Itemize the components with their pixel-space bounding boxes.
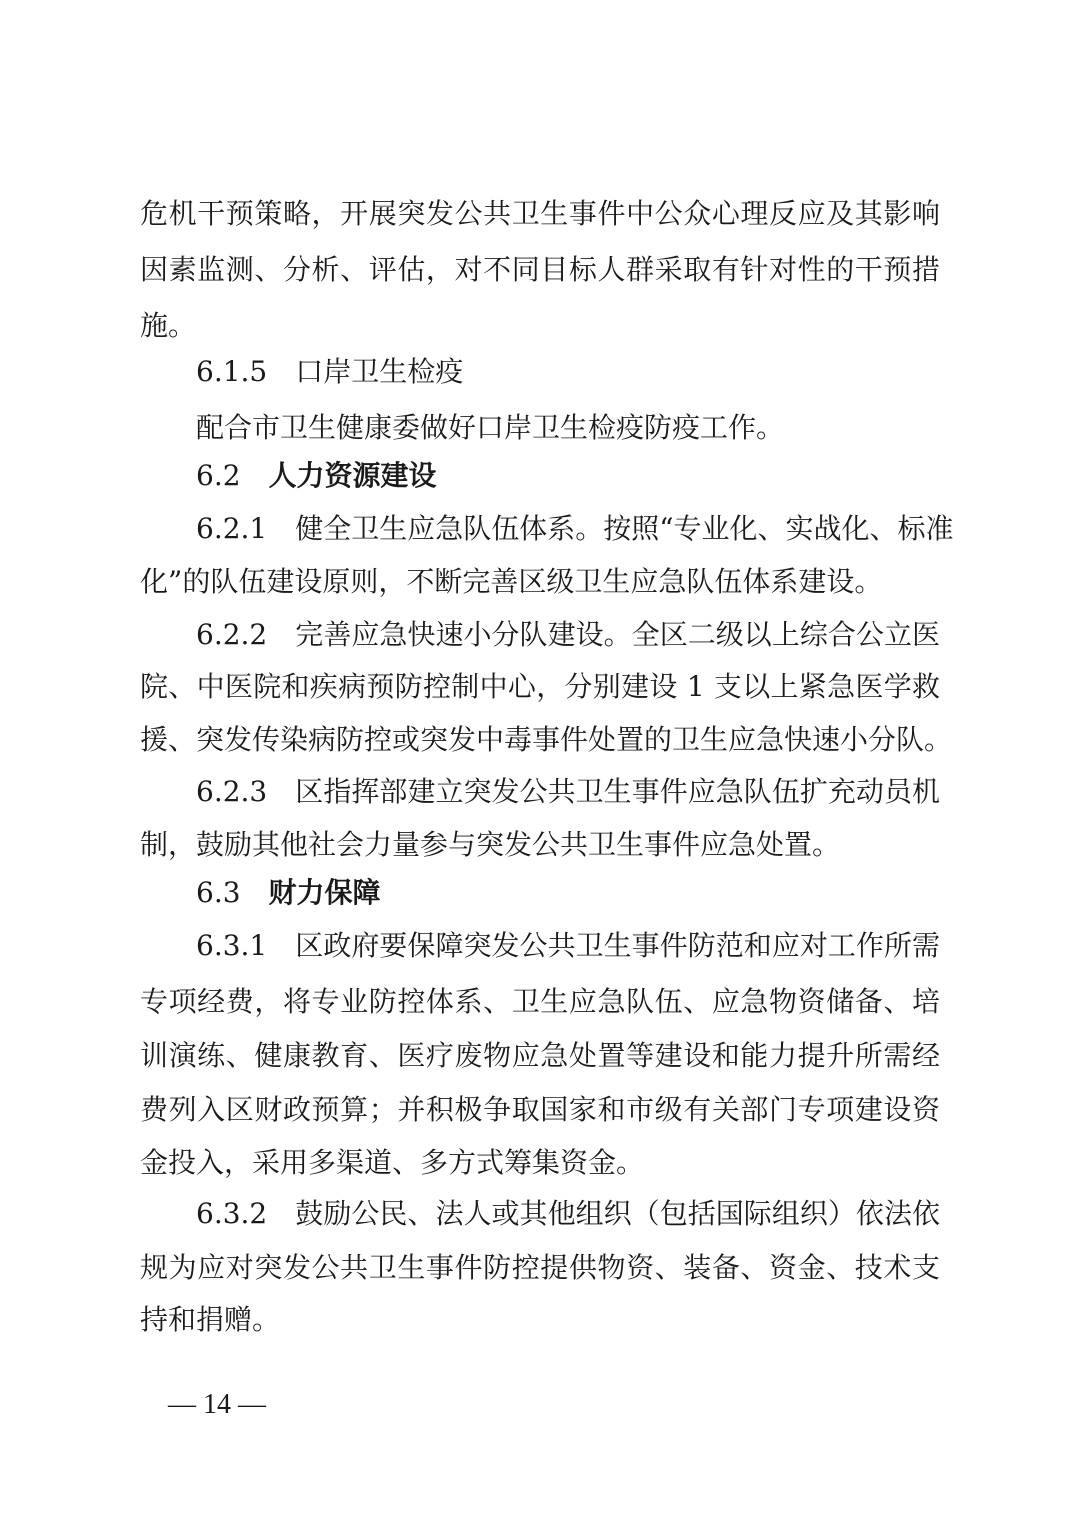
section-title: 人力资源建设 [268, 459, 437, 492]
paragraph-line: 费列入区财政预算；并积极争取国家和市级有关部门专项建设资 [140, 1093, 940, 1126]
paragraph-line: 6.3.1 区政府要保障突发公共卫生事件防范和应对工作所需 [196, 929, 940, 962]
section-number: 6.3 [196, 876, 241, 909]
paragraph-line: 因素监测、分析、评估，对不同目标人群采取有针对性的干预措 [140, 253, 940, 286]
paragraph-line: 援、突发传染病防控或突发中毒事件处置的卫生应急快速小分队。 [140, 723, 953, 756]
section-heading-6-3 [196, 873, 940, 913]
section-heading-6-2 [196, 456, 940, 496]
paragraph-line: 施。 [140, 309, 197, 342]
paragraph-line: 金投入，采用多渠道、多方式筹集资金。 [140, 1146, 645, 1179]
paragraph-line: 专项经费，将专业防控体系、卫生应急队伍、应急物资储备、培 [140, 985, 940, 1018]
paragraph-line: 训演练、健康教育、医疗废物应急处置等建设和能力提升所需经 [140, 1039, 940, 1072]
paragraph-line: 6.2.1 健全卫生应急队伍体系。按照“专业化、实战化、标准 [196, 512, 954, 545]
paragraph-line: 持和捐赠。 [140, 1303, 281, 1336]
paragraph-line: 规为应对突发公共卫生事件防控提供物资、装备、资金、技术支 [140, 1251, 940, 1284]
paragraph-line: 6.2.3 区指挥部建立突发公共卫生事件应急队伍扩充动员机 [196, 775, 940, 808]
paragraph-line: 6.2.2 完善应急快速小分队建设。全区二级以上综合公立医 [196, 618, 940, 651]
paragraph-line: 配合市卫生健康委做好口岸卫生检疫防疫工作。 [196, 411, 785, 444]
paragraph-line: 6.3.2 鼓励公民、法人或其他组织（包括国际组织）依法依 [196, 1197, 940, 1230]
section-title: 口岸卫生检疫 [295, 355, 464, 388]
paragraph-line: 化”的队伍建设原则，不断完善区级卫生应急队伍体系建设。 [140, 565, 883, 598]
section-number: 6.2 [196, 459, 241, 492]
paragraph-line: 危机干预策略，开展突发公共卫生事件中公众心理反应及其影响 [140, 197, 940, 230]
section-title: 财力保障 [268, 876, 381, 909]
paragraph-line: 院、中医院和疾病预防控制中心，分别建设 1 支以上紧急医学救 [140, 670, 940, 703]
section-number: 6.1.5 [196, 355, 268, 388]
section-heading-6-1-5 [196, 352, 940, 392]
paragraph-line: 制，鼓励其他社会力量参与突发公共卫生事件应急处置。 [140, 828, 841, 861]
page-number: — 14 — [168, 1389, 266, 1420]
